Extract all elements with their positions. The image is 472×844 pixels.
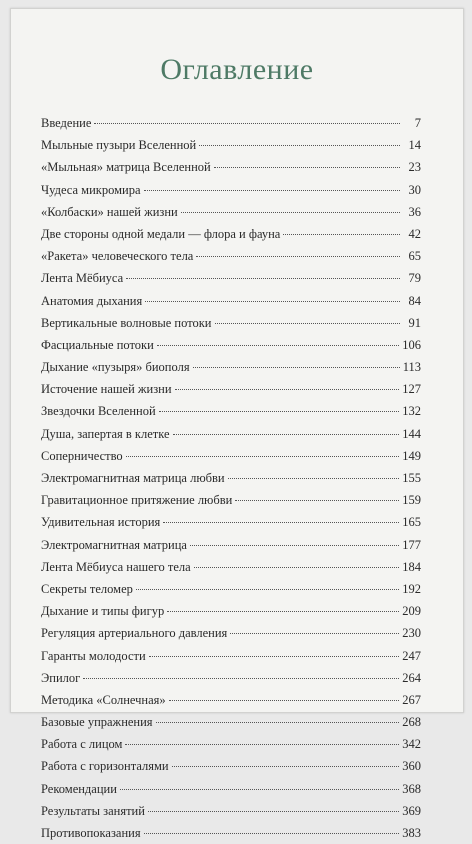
toc-entry-page-number: 7	[414, 116, 421, 130]
dot-leader	[199, 145, 400, 146]
toc-entry	[41, 489, 421, 511]
dot-leader	[136, 589, 399, 590]
book-page	[10, 8, 464, 840]
toc-entry-page-number: 36	[408, 204, 421, 219]
toc-entry-page-number: 159	[402, 493, 421, 508]
toc-entry-page-number: 65	[408, 249, 421, 264]
toc-entry	[41, 578, 421, 600]
toc-entry	[41, 267, 421, 289]
toc-entry	[41, 445, 421, 467]
toc-entry-page-number: 132	[402, 404, 421, 419]
dot-leader	[94, 123, 400, 124]
toc-entry-page-number: 267	[402, 692, 421, 707]
toc-entry-title: Электромагнитная матрица	[41, 537, 187, 552]
dot-leader	[193, 367, 400, 368]
toc-entry-page-number: 149	[402, 448, 421, 463]
toc-entry-title: Лента Мёбиуса нашего тела	[41, 559, 191, 574]
toc-entry-page-number: 268	[402, 715, 421, 730]
toc-entry-title: Душа, запертая в клетке	[41, 426, 170, 441]
toc-entry-page-number: 264	[402, 670, 421, 685]
toc-entry	[41, 201, 421, 223]
dot-leader	[125, 744, 399, 745]
dot-leader	[190, 545, 399, 546]
dot-leader	[169, 700, 400, 701]
toc-entry-title: Методика «Солнечная»	[41, 692, 166, 707]
toc-entry-title: Работа с горизонталями	[41, 759, 169, 774]
toc-entry	[41, 622, 421, 644]
toc-entry-title: «Мыльная» матрица Вселенной	[41, 160, 211, 175]
toc-entry-page-number: 369	[402, 803, 421, 818]
toc-entry-title: Секреты теломер	[41, 581, 133, 596]
toc-entry-title: Электромагнитная матрица любви	[41, 471, 225, 485]
toc-entry	[41, 334, 421, 356]
dot-leader	[163, 522, 399, 523]
toc-entry	[41, 312, 421, 334]
toc-entry-page-number: 192	[402, 581, 421, 596]
toc-entry-page-number: 165	[402, 515, 421, 530]
toc-entry-page-number: 360	[402, 759, 421, 774]
toc-entry	[41, 711, 421, 733]
toc-entry-page-number: 209	[402, 604, 421, 619]
toc-entry-page-number: 230	[402, 626, 421, 641]
dot-leader	[120, 789, 399, 790]
toc-entry-title: Противопоказания	[41, 826, 141, 840]
toc-entry	[41, 645, 421, 667]
dot-leader	[215, 323, 400, 324]
toc-entry-page-number: 84	[408, 293, 421, 308]
toc-entry	[41, 134, 421, 156]
toc-entry-page-number: 127	[402, 382, 421, 397]
dot-leader	[228, 478, 400, 479]
toc-entry-page-number: 79	[408, 271, 421, 286]
toc-entry-title: Удивительная история	[41, 515, 161, 530]
dot-leader	[173, 434, 400, 435]
dot-leader	[126, 278, 400, 279]
toc-entry-title: Результаты занятий	[41, 803, 145, 818]
toc-entry-page-number: 30	[408, 182, 421, 197]
toc-entry-title: Фасциальные потоки	[41, 337, 154, 352]
dot-leader	[172, 766, 400, 767]
toc-entry-page-number: 247	[402, 648, 421, 663]
toc-entry	[41, 755, 421, 777]
toc-entry	[41, 223, 421, 245]
toc-entry-page-number: 144	[402, 426, 421, 441]
toc-entry	[41, 534, 421, 556]
toc-entry-page-number: 342	[402, 737, 421, 752]
toc-entry	[41, 667, 421, 689]
toc-entry	[41, 800, 421, 822]
toc-entry-page-number: 383	[402, 826, 421, 840]
toc-entry-title: Чудеса микромира	[41, 182, 141, 197]
toc-entry-title: Две стороны одной медали — флора и фауна	[41, 226, 281, 241]
toc-entry-title: Звездочки Вселенной	[41, 404, 156, 419]
toc-entry-title: Вертикальные волновые потоки	[41, 315, 212, 330]
table-of-contents	[41, 112, 421, 844]
toc-entry	[41, 156, 421, 178]
dot-leader	[157, 345, 399, 346]
toc-entry-page-number: 177	[402, 537, 421, 552]
toc-entry-title: Гаранты молодости	[41, 648, 146, 663]
toc-entry-title: Эпилог	[41, 670, 81, 685]
toc-entry-title: Гравитационное притяжение любви	[41, 493, 233, 508]
toc-entry-page-number: 106	[402, 337, 421, 352]
toc-entry	[41, 179, 421, 201]
dot-leader	[175, 389, 400, 390]
dot-leader	[144, 833, 400, 834]
toc-entry-page-number: 155	[402, 471, 421, 485]
toc-entry-page-number: 91	[408, 315, 421, 330]
toc-entry-page-number: 14	[408, 138, 421, 153]
dot-leader	[196, 256, 400, 257]
toc-entry	[41, 423, 421, 445]
dot-leader	[214, 167, 400, 168]
toc-entry-page-number: 42	[408, 226, 421, 241]
toc-entry-page-number: 368	[402, 781, 421, 796]
toc-entry	[41, 245, 421, 267]
toc-entry-title: Рекомендации	[41, 781, 117, 796]
toc-entry-title: Регуляция артериального давления	[41, 626, 228, 641]
dot-leader	[149, 656, 400, 657]
toc-entry-title: Дыхание и типы фигур	[41, 604, 165, 619]
dot-leader	[230, 633, 399, 634]
toc-entry-page-number: 23	[408, 160, 421, 175]
toc-entry	[41, 733, 421, 755]
toc-entry	[41, 822, 421, 844]
toc-entry-page-number: 113	[402, 360, 421, 375]
dot-leader	[235, 500, 399, 501]
toc-entry	[41, 356, 421, 378]
dot-leader	[145, 301, 400, 302]
toc-entry	[41, 556, 421, 578]
dot-leader	[126, 456, 400, 457]
toc-entry-title: Лента Мёбиуса	[41, 271, 124, 286]
toc-entry-title: Базовые упражнения	[41, 715, 153, 730]
toc-entry-title: «Ракета» человеческого тела	[41, 249, 194, 264]
toc-entry	[41, 511, 421, 533]
dot-leader	[148, 811, 399, 812]
page-title: Оглавление	[160, 53, 314, 86]
toc-entry-title: Введение	[41, 116, 92, 130]
toc-entry-title: Мыльные пузыри Вселенной	[41, 138, 197, 153]
toc-entry-title: Источение нашей жизни	[41, 382, 172, 397]
toc-entry	[41, 290, 421, 312]
dot-leader	[156, 722, 400, 723]
toc-entry-title: Соперничество	[41, 448, 123, 463]
dot-leader	[159, 411, 400, 412]
toc-entry-title: Дыхание «пузыря» биополя	[41, 360, 190, 375]
toc-entry-title: «Колбаски» нашей жизни	[41, 204, 178, 219]
toc-entry-title: Анатомия дыхания	[41, 293, 143, 308]
dot-leader	[144, 190, 400, 191]
toc-entry-title: Работа с лицом	[41, 737, 123, 752]
dot-leader	[83, 678, 399, 679]
toc-entry-page-number: 184	[402, 559, 421, 574]
toc-entry	[41, 112, 421, 134]
toc-entry	[41, 600, 421, 622]
toc-entry	[41, 778, 421, 800]
toc-entry	[41, 467, 421, 489]
dot-leader	[194, 567, 400, 568]
dot-leader	[181, 212, 400, 213]
toc-entry	[41, 400, 421, 422]
toc-entry	[41, 378, 421, 400]
dot-leader	[167, 611, 399, 612]
dot-leader	[283, 234, 400, 235]
toc-entry	[41, 689, 421, 711]
